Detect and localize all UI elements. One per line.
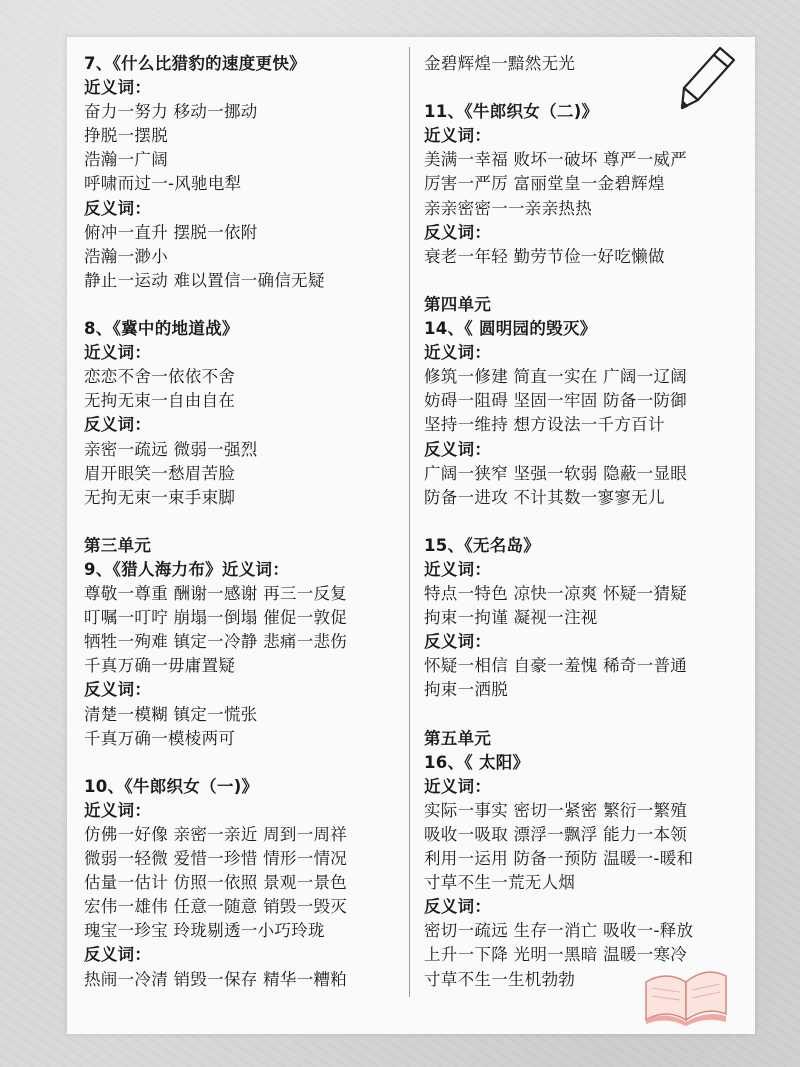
section-heading: 10、《牛郎织女（一)》: [84, 776, 259, 796]
section-heading: 近义词：: [84, 343, 152, 363]
left-column: [84, 52, 404, 992]
section-heading: 近义词：: [84, 800, 152, 820]
section-heading: 反义词：: [424, 632, 492, 652]
word-pair-line: 仿佛一好像 亲密一亲近 周到一周祥: [84, 825, 348, 844]
word-pair-line: 挣脱一摆脱: [84, 126, 168, 146]
spacer: [84, 293, 404, 317]
section-heading: 14、《 圆明园的毁灭》: [424, 319, 597, 339]
section-heading: 近义词：: [424, 559, 492, 579]
word-pair-line: 吸收一吸取 漂浮一飘浮 能力一本领: [424, 825, 688, 844]
word-pair-line: 微弱一轻微 爱惜一珍惜 情形一情况: [84, 849, 348, 869]
word-pair-line: 怀疑一相信 自豪一羞愧 稀奇一普通: [424, 656, 688, 676]
word-pair-line: 热闹一冷清 销毁一保存 精华一糟粕: [84, 969, 348, 989]
word-pair-line: 清楚一模糊 镇定一慌张: [84, 704, 258, 724]
section-heading: 第四单元: [424, 294, 492, 314]
spacer: [424, 510, 744, 534]
spacer: [84, 510, 404, 534]
word-pair-line: 美满一幸福 败坏一破坏 尊严一威严: [424, 150, 688, 170]
right-column: [424, 52, 744, 992]
word-pair-line: 拘束一拘谨 凝视一注视: [424, 608, 598, 628]
word-pair-line: 寸草不生一荒无人烟: [424, 873, 576, 893]
word-pair-line: 估量一估计 仿照一依照 景观一景色: [84, 873, 348, 893]
section-heading: 反义词：: [424, 439, 492, 459]
open-book-icon: [640, 960, 732, 1026]
spacer: [424, 703, 744, 727]
column-divider: [409, 47, 410, 997]
word-pair-line: 瑰宝一珍宝 玲珑剔透一小巧玲珑: [84, 921, 325, 941]
section-heading: 反义词：: [84, 415, 152, 435]
section-heading: 近义词：: [424, 126, 492, 146]
section-heading: 近义词：: [84, 78, 152, 98]
section-heading: 8、《冀中的地道战》: [84, 319, 239, 339]
word-pair-line: 修筑一修建 简直一实在 广阔一辽阔: [424, 367, 688, 387]
spacer: [84, 751, 404, 775]
word-pair-line: 厉害一严厉 富丽堂皇一金碧辉煌: [424, 174, 665, 194]
word-pair-line: 眉开眼笑一愁眉苦脸: [84, 463, 236, 483]
section-heading: 近义词：: [424, 776, 492, 796]
word-pair-line: 呼啸而过一-风驰电犁: [84, 174, 242, 194]
word-pair-line: 坚持一维持 想方设法一千方百计: [424, 415, 665, 435]
word-pair-line: 尊敬一尊重 酬谢一感谢 再三一反复: [84, 584, 348, 604]
word-pair-line: 金碧辉煌一黯然无光: [424, 54, 576, 73]
word-pair-line: 无拘无束一束手束脚: [84, 487, 236, 507]
section-heading: 反义词：: [424, 897, 492, 917]
word-pair-line: 上升一下降 光明一黑暗 温暖一寒冷: [424, 945, 688, 965]
word-pair-line: 牺牲一殉难 镇定一冷静 悲痛一悲伤: [84, 632, 348, 652]
word-pair-line: 叮嘱一叮咛 崩塌一倒塌 催促一敦促: [84, 608, 348, 628]
spacer: [424, 269, 744, 293]
word-pair-line: 实际一事实 密切一紧密 繁衍一繁殖: [424, 800, 688, 820]
section-heading: 第五单元: [424, 728, 492, 748]
word-pair-line: 拘束一洒脱: [424, 680, 508, 700]
word-pair-line: 密切一疏远 生存一消亡 吸收一-释放: [424, 921, 694, 941]
word-pair-line: 静止一运动 难以置信一确信无疑: [84, 270, 325, 290]
section-heading: 反义词：: [84, 945, 152, 965]
section-heading: 反义词：: [84, 198, 152, 218]
word-pair-line: 浩瀚一广阔: [84, 150, 168, 170]
word-pair-line: 千真万确一模棱两可: [84, 728, 236, 748]
section-heading: 近义词：: [424, 343, 492, 363]
section-heading: 16、《 太阳》: [424, 752, 530, 772]
section-heading: 反义词：: [424, 222, 492, 242]
word-pair-line: 恋恋不舍一依依不舍: [84, 367, 236, 387]
word-pair-line: 衰老一年轻 勤劳节俭一好吃懒做: [424, 246, 665, 266]
section-heading: 7、《什么比猎豹的速度更快》: [84, 54, 306, 73]
word-pair-line: 特点一特色 凉快一凉爽 怀疑一猜疑: [424, 584, 688, 604]
word-pair-line: 亲亲密密一一亲亲热热: [424, 198, 592, 218]
word-pair-line: 奋力一努力 移动一挪动: [84, 102, 258, 122]
word-pair-line: 俯冲一直升 摆脱一依附: [84, 222, 258, 242]
word-pair-line: 广阔一狭窄 坚强一软弱 隐蔽一显眼: [424, 463, 688, 483]
section-heading: 11、《牛郎织女（二)》: [424, 102, 599, 122]
pencil-icon: [680, 44, 738, 110]
section-heading: 第三单元: [84, 535, 152, 555]
section-heading: 9、《猎人海力布》近义词：: [84, 559, 290, 579]
section-heading: 反义词：: [84, 680, 152, 700]
word-pair-line: 寸草不生一生机勃勃: [424, 969, 576, 989]
section-heading: 15、《无名岛》: [424, 535, 541, 555]
word-pair-line: 妨碍一阻碍 坚固一牢固 防备一防御: [424, 391, 688, 411]
word-pair-line: 千真万确一毋庸置疑: [84, 656, 236, 676]
word-pair-line: 利用一运用 防备一预防 温暖一-暖和: [424, 849, 694, 869]
word-pair-line: 亲密一疏远 微弱一强烈: [84, 439, 258, 459]
word-pair-line: 无拘无束一自由自在: [84, 391, 236, 411]
word-pair-line: 宏伟一雄伟 任意一随意 销毁一毁灭: [84, 897, 348, 917]
word-pair-line: 浩瀚一渺小: [84, 246, 168, 266]
word-pair-line: 防备一进攻 不计其数一寥寥无儿: [424, 487, 665, 507]
